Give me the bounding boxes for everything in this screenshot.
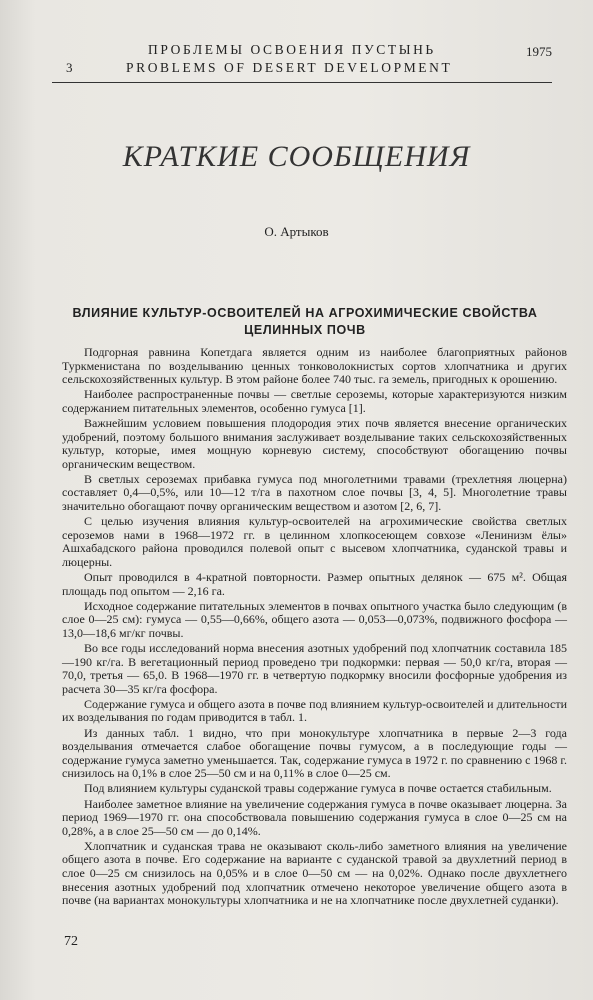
page-number: 72 [64,934,78,949]
paragraph: Опыт проводился в 4-кратной повторности. Размер опытных делянок — 675 м². Общая площадь под опытом — 2,16 га. [62,570,567,598]
article-title-line-2: ЦЕЛИННЫХ ПОЧВ [244,323,366,337]
author-name: О. Артыков [264,224,329,239]
header-rule [52,82,552,83]
paragraph: Подгорная равнина Копетдага является одним из наиболее благоприятных районов Туркменистана по возделыванию ценных тонковолокнистых сортов хлопчатника и других сельскохозяйственных культур. В этом районе более 740 тыс. га земель, пригодных к орошению. [62,345,567,387]
volume-number: 3 [66,60,73,75]
article-body [62,346,567,909]
article-title [60,305,550,339]
paragraph: С целью изучения влияния культур-освоителей на агрохимические свойства светлых сероземов нами в 1968—1972 гг. в целинном хлопкосеющем совхозе «Ленинизм ёлы» Ашхабадского района проводился полевой опыт с высевом хлопчатника, суданской травы и люцерны. [62,514,567,569]
paragraph: Во все годы исследований норма внесения азотных удобрений под хлопчатник составила 185—190 кг/га. В вегетационный период проведено три подкормки: первая — 50,0 кг/га, вторая — 70,0, третья — 65,0. В 1968—1970 гг. в четвертую подкормку вносили фосфорные удобрения из расчета 30—35 кг/га фосфора. [62,640,567,696]
paragraph: Хлопчатник и суданская трава не оказывают сколь-либо заметного влияния на увеличение общего азота в почве. Его содержание на варианте с суданской травой за двухлетний период в слое 0—25 см снизилось на 0,05% и в слое 0—50 см — на 0,02%. Однако после двухлетнего внесения азотных удобрений под хлопчатник отмечено некоторое увеличение общего азота в почве (на вариантах монокультуры хлопчатника и не на хлопчатнике после двухлетней суданки). [62,838,567,908]
paragraph: Наиболее распространенные почвы — светлые сероземы, которые характеризуются низким содержанием питательных элементов, особенно гумуса [1]. [62,387,567,415]
paragraph: В светлых сероземах прибавка гумуса под многолетними травами (трехлетняя люцерна) составляет 0,4—0,5%, или 10—12 т/га в пахотном слое почвы [3, 4, 5]. Многолетние травы значительно обогащают почву органическим веществом и азотом [2, 6, 7]. [62,471,567,514]
paragraph: Исходное содержание питательных элементов в почвах опытного участка было следующим (в слое 0—25 см): гумуса — 0,55—0,66%, общего азота — 0,053—0,073%, подвижного фосфора — 13,0—18,6 мг/кг почвы. [62,598,567,640]
running-header [52,38,552,78]
paragraph: Содержание гумуса и общего азота в почве под влиянием культур-освоителей и длительности их возделывания по годам приводится в табл. 1. [62,696,567,725]
section-title: КРАТКИЕ СООБЩЕНИЯ [122,140,471,173]
journal-title-ru: ПРОБЛЕМЫ ОСВОЕНИЯ ПУСТЫНЬ [148,42,436,57]
article-title-line-1: ВЛИЯНИЕ КУЛЬТУР-ОСВОИТЕЛЕЙ НА АГРОХИМИЧЕСКИЕ СВОЙСТВА [72,306,538,320]
paragraph: Под влиянием культуры суданской травы содержание гумуса в почве остается стабильным. [84,781,552,796]
journal-year: 1975 [526,44,552,59]
journal-title-en: PROBLEMS OF DESERT DEVELOPMENT [126,60,453,75]
paragraph: Из данных табл. 1 видно, что при монокультуре хлопчатника в первые 2—3 года возделывания отмечается слабое обогащение почвы гумусом, а в последующие годы — содержание гумуса заметно уменьшается. Так, содержание гумуса в 1972 г. по сравнению с 1968 г. снизилось на 0,1% в слое 25—50 см и на 0,11% в слое 0—25 см. [62,725,567,781]
paragraph: Наиболее заметное влияние на увеличение содержания гумуса в почве оказывает люцерна. За период 1969—1970 гг. она способствовала повышению содержания гумуса в слое 0—25 см на 0,28%, а в слое 25—50 см — до 0,14%. [62,796,567,838]
paragraph: Важнейшим условием повышения плодородия этих почв является внесение органических удобрений, поэтому большого внимания заслуживает возделывание таких сельскохозяйственных культур, которые, имея мощную корневую систему, способствуют обогащению почвы органическим веществом. [62,415,567,471]
